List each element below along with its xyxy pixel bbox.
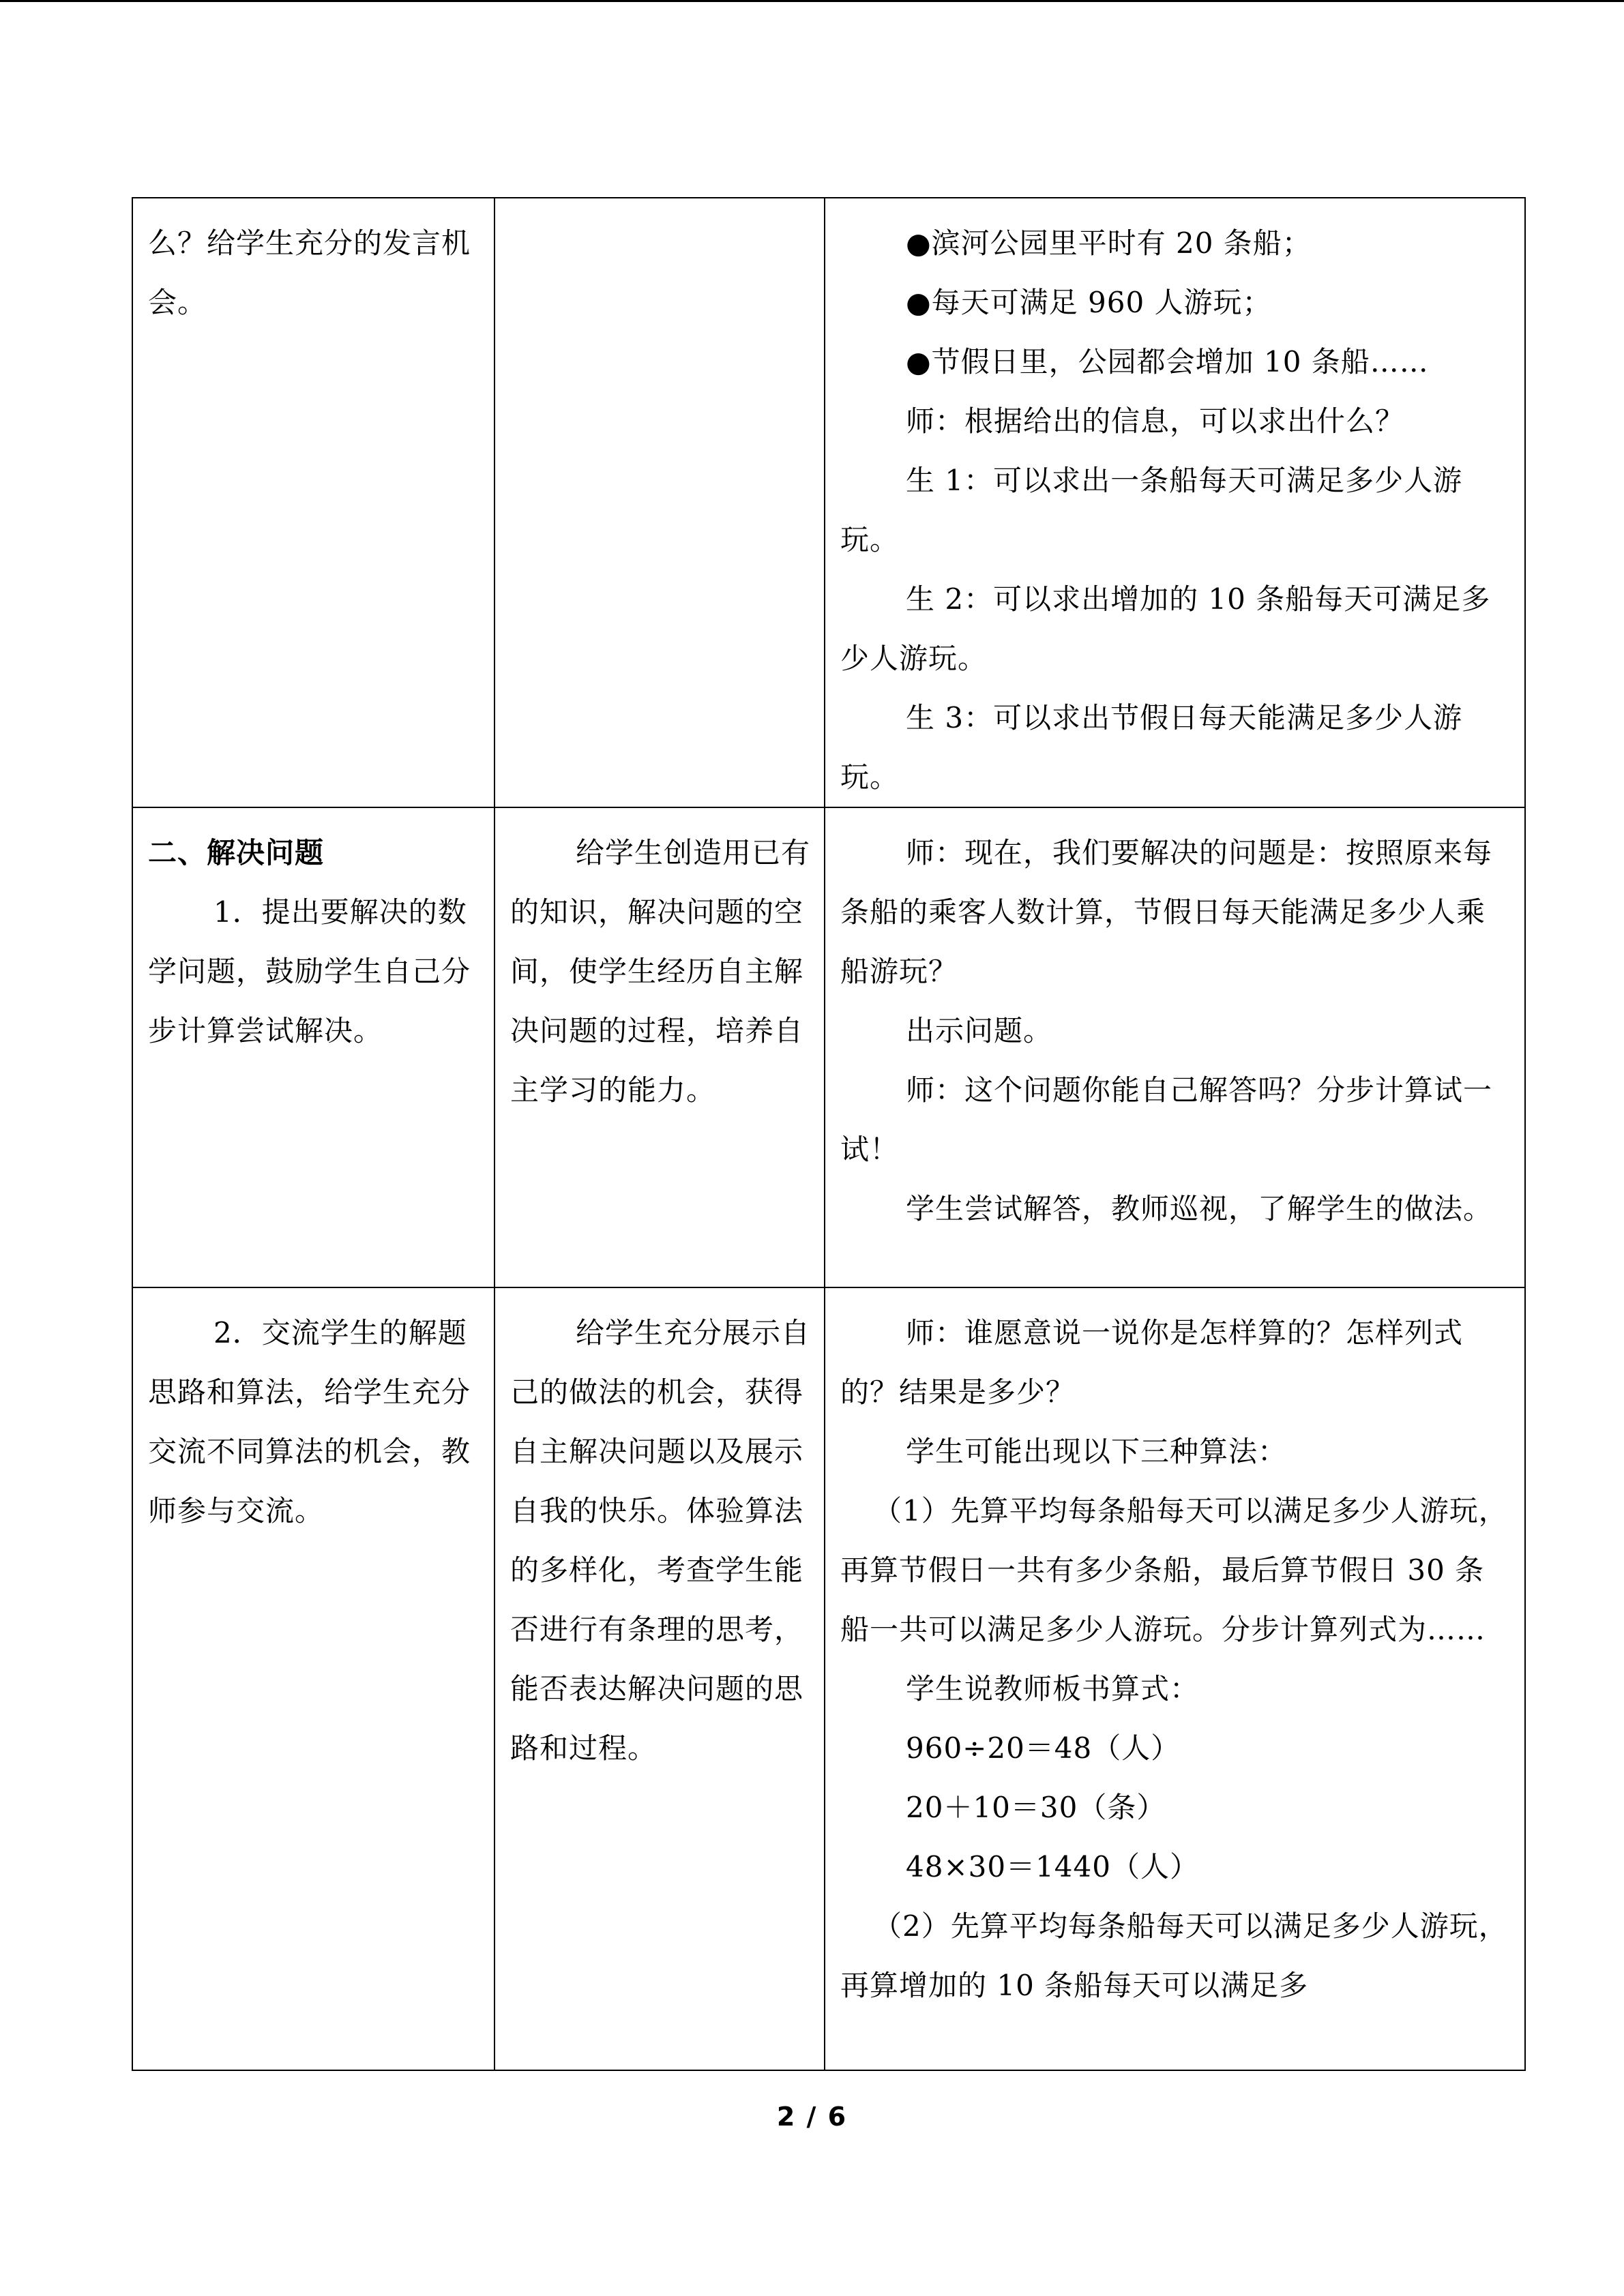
cell-paragraph: ●每天可满足 960 人游玩； [906, 286, 1272, 319]
table-cell-process [132, 807, 494, 1287]
cell-paragraph: 生 2：可以求出增加的 10 条船每天可满足多少人游玩。 [840, 582, 1491, 675]
table-cell-process [132, 1287, 494, 2070]
table-cell-activity [825, 198, 1525, 807]
table-cell-activity [825, 1287, 1525, 2070]
lesson-plan-table [132, 197, 1526, 2071]
cell-paragraph: 师：根据给出的信息，可以求出什么？ [906, 404, 1405, 438]
table-row [132, 1287, 1525, 2070]
cell-paragraph: 师：谁愿意说一说你是怎样算的？怎样列式的？结果是多少？ [840, 1316, 1464, 1409]
cell-paragraph: 给学生创造用已有的知识，解决问题的空间，使学生经历自主解决问题的过程，培养自主学习的能力。 [510, 836, 811, 1107]
cell-paragraph: 1．提出要解决的数学问题，鼓励学生自己分步计算尝试解决。 [148, 895, 471, 1047]
cell-paragraph: 学生尝试解答，教师巡视，了解学生的做法。 [906, 1192, 1493, 1225]
cell-paragraph: 学生说教师板书算式： [906, 1672, 1200, 1705]
page-number: 2 / 6 [776, 2102, 848, 2132]
cell-paragraph: 2．交流学生的解题思路和算法，给学生充分交流不同算法的机会，教师参与交流。 [148, 1316, 471, 1527]
cell-paragraph: ●节假日里，公园都会增加 10 条船…… [906, 345, 1429, 378]
formula-line: 48×30＝1440（人） [906, 1850, 1199, 1883]
cell-paragraph: 学生可能出现以下三种算法： [906, 1435, 1288, 1468]
cell-paragraph: 给学生充分展示自己的做法的机会，获得自主解决问题以及展示自我的快乐。体验算法的多样化，考查学生能否进行有条理的思考，能否表达解决问题的思路和过程。 [510, 1316, 811, 1765]
table-cell-process [132, 198, 494, 807]
table-cell-intent [494, 807, 825, 1287]
section-heading: 二、解决问题 [148, 836, 325, 869]
cell-paragraph: 生 1：可以求出一条船每天可满足多少人游玩。 [840, 464, 1463, 556]
table-cell-intent [494, 1287, 825, 2070]
cell-paragraph: （2）先算平均每条船每天可以满足多少人游玩，再算增加的 10 条船每天可以满足多 [840, 1909, 1508, 2002]
cell-paragraph: 出示问题。 [906, 1014, 1053, 1047]
table-row [132, 807, 1525, 1287]
cell-paragraph: 师：现在，我们要解决的问题是：按照原来每条船的乘客人数计算，节假日每天能满足多少人乘船游玩？ [840, 836, 1493, 988]
cell-paragraph: 生 3：可以求出节假日每天能满足多少人游玩。 [840, 701, 1463, 794]
cell-paragraph: ●滨河公园里平时有 20 条船； [906, 226, 1312, 260]
top-border-line [0, 0, 1624, 2]
formula-line: 960÷20＝48（人） [906, 1731, 1181, 1765]
table-row [132, 198, 1525, 807]
table-cell-intent [494, 198, 825, 807]
cell-paragraph: （1）先算平均每条船每天可以满足多少人游玩，再算节假日一共有多少条船，最后算节假日 30 条船一共可以满足多少人游玩。分步计算列式为…… [840, 1494, 1508, 1646]
formula-line: 20＋10＝30（条） [906, 1791, 1166, 1824]
cell-paragraph: 么？给学生充分的发言机会。 [148, 226, 471, 319]
table-cell-activity [825, 807, 1525, 1287]
cell-paragraph: 师：这个问题你能自己解答吗？分步计算试一试！ [840, 1073, 1493, 1166]
